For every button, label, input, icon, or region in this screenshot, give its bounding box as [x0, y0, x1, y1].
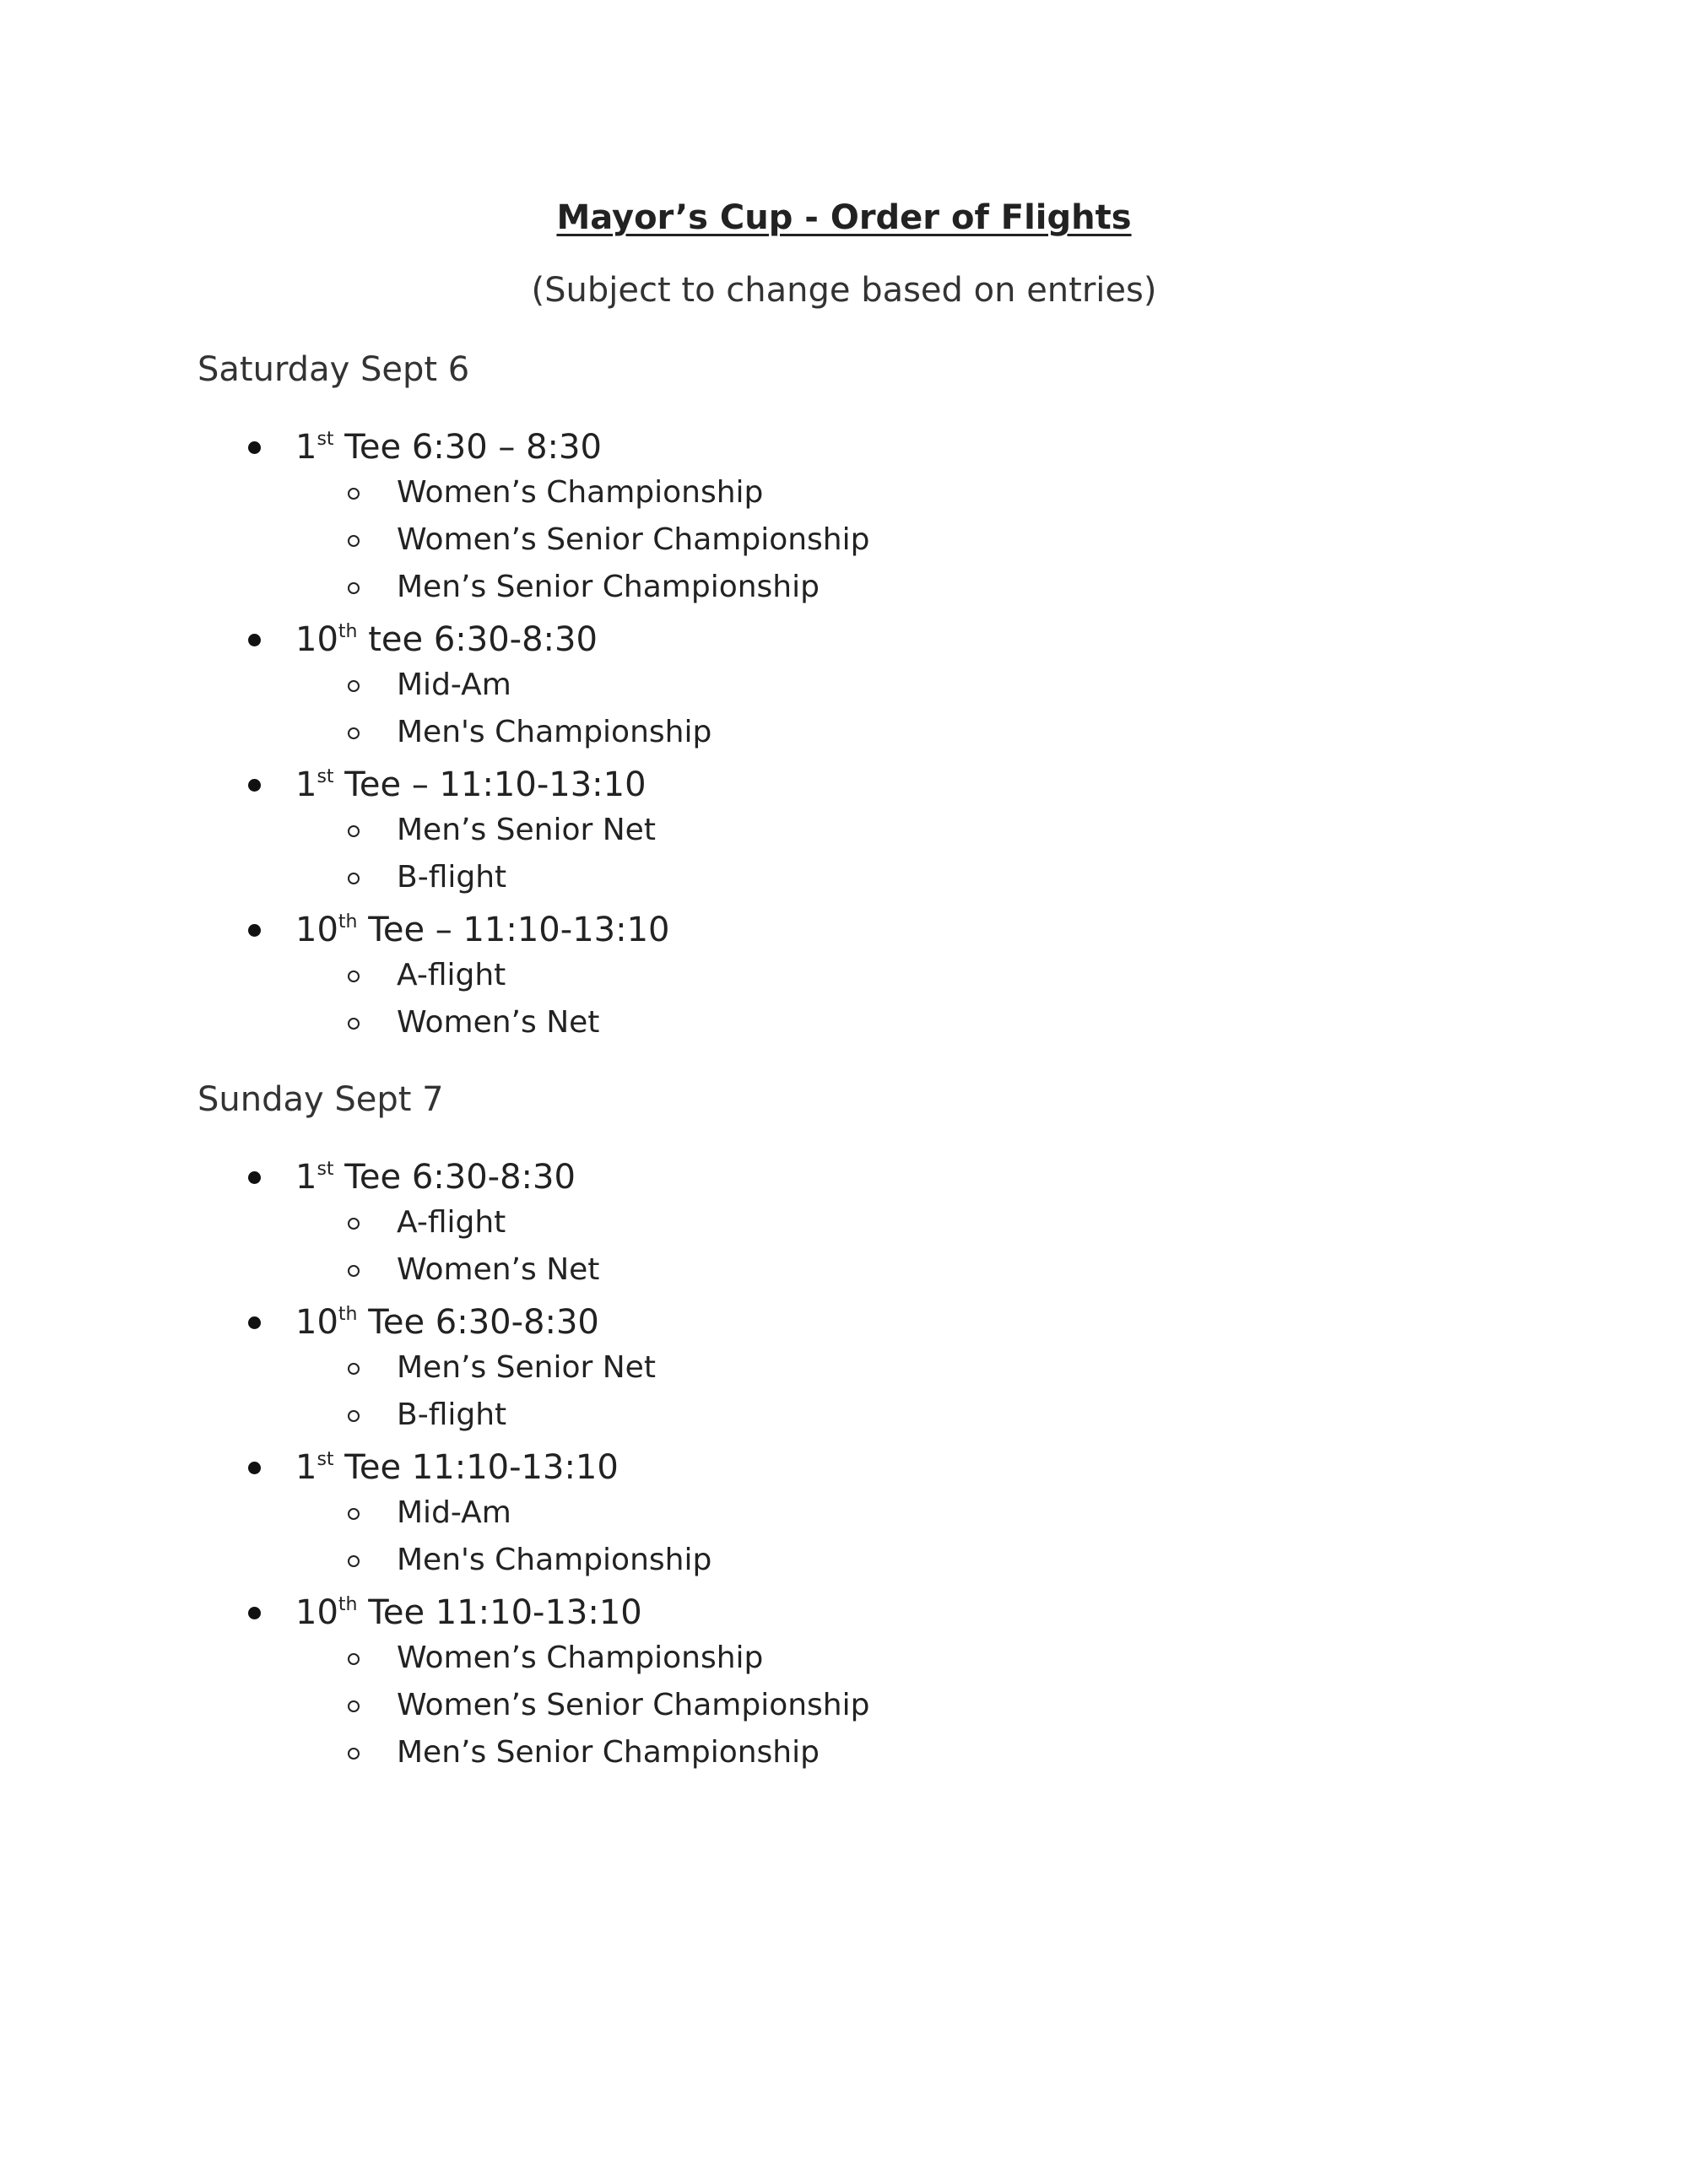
- tee-ordinal: th: [338, 1304, 358, 1325]
- flight-item: Men’s Senior Net: [397, 1350, 656, 1385]
- flight-item: B-flight: [397, 1397, 507, 1432]
- bullet-icon: [248, 441, 261, 454]
- circle-bullet-icon: [348, 1018, 360, 1030]
- flight-item: Women’s Senior Championship: [397, 1688, 870, 1722]
- tee-ordinal: st: [316, 1449, 334, 1470]
- circle-bullet-icon: [348, 1508, 360, 1520]
- bullet-icon: [248, 1462, 261, 1474]
- tee-number: 1: [295, 1158, 317, 1197]
- tee-number: 10: [295, 1303, 338, 1342]
- tee-number: 10: [295, 911, 338, 949]
- circle-bullet-icon: [348, 1700, 360, 1712]
- tee-time-range: Tee 6:30 – 8:30: [333, 428, 602, 467]
- flight-item: Mid-Am: [397, 668, 511, 702]
- tee-ordinal: st: [316, 1159, 334, 1180]
- flight-item: Women’s Net: [397, 1252, 600, 1287]
- flight-item: A-flight: [397, 958, 506, 992]
- circle-bullet-icon: [348, 1363, 360, 1375]
- page-title-text: Mayor’s Cup - Order of Flights: [556, 198, 1132, 237]
- bullet-icon: [248, 924, 261, 937]
- tee-time-range: Tee – 11:10-13:10: [357, 911, 670, 949]
- tee-time-item: [295, 425, 602, 469]
- tee-time-item: [295, 1300, 599, 1344]
- circle-bullet-icon: [348, 535, 360, 547]
- page-subtitle: (Subject to change based on entries): [531, 271, 1157, 310]
- tee-time-item: [295, 618, 598, 662]
- tee-time-item: [295, 1446, 619, 1489]
- tee-ordinal: th: [338, 911, 358, 933]
- flight-item: Women’s Championship: [397, 1641, 764, 1675]
- circle-bullet-icon: [348, 825, 360, 837]
- flight-item: Men’s Senior Championship: [397, 1735, 820, 1770]
- flight-item: B-flight: [397, 860, 507, 895]
- circle-bullet-icon: [348, 727, 360, 739]
- tee-time-item: [295, 763, 647, 807]
- tee-time-range: Tee – 11:10-13:10: [333, 765, 647, 804]
- tee-number: 1: [295, 1448, 317, 1487]
- bullet-icon: [248, 779, 261, 792]
- tee-time-item: [295, 1591, 642, 1635]
- tee-ordinal: th: [338, 1594, 358, 1615]
- circle-bullet-icon: [348, 1653, 360, 1665]
- circle-bullet-icon: [348, 680, 360, 692]
- circle-bullet-icon: [348, 1265, 360, 1277]
- tee-time-item: [295, 1155, 576, 1199]
- bullet-icon: [248, 634, 261, 646]
- tee-number: 10: [295, 1593, 338, 1632]
- bullet-icon: [248, 1316, 261, 1329]
- circle-bullet-icon: [348, 1410, 360, 1422]
- tee-time-range: Tee 11:10-13:10: [357, 1593, 642, 1632]
- bullet-icon: [248, 1171, 261, 1184]
- flight-item: Women’s Championship: [397, 475, 764, 510]
- circle-bullet-icon: [348, 1748, 360, 1760]
- tee-ordinal: st: [316, 429, 334, 450]
- tee-ordinal: th: [338, 621, 358, 642]
- circle-bullet-icon: [348, 582, 360, 594]
- flight-item: Women’s Senior Championship: [397, 522, 870, 557]
- tee-time-range: tee 6:30-8:30: [357, 620, 598, 659]
- tee-number: 1: [295, 428, 317, 467]
- tee-time-range: Tee 6:30-8:30: [333, 1158, 576, 1197]
- tee-ordinal: st: [316, 766, 334, 787]
- tee-number: 1: [295, 765, 317, 804]
- flight-item: Mid-Am: [397, 1495, 511, 1530]
- circle-bullet-icon: [348, 488, 360, 500]
- circle-bullet-icon: [348, 873, 360, 884]
- flight-item: Men’s Senior Net: [397, 813, 656, 847]
- day-heading: Sunday Sept 7: [197, 1080, 444, 1119]
- tee-time-range: Tee 11:10-13:10: [333, 1448, 619, 1487]
- circle-bullet-icon: [348, 1218, 360, 1230]
- flight-item: Men's Championship: [397, 1543, 712, 1577]
- tee-time-range: Tee 6:30-8:30: [357, 1303, 599, 1342]
- flight-item: Men's Championship: [397, 715, 712, 749]
- tee-time-item: [295, 908, 669, 952]
- flight-item: Men’s Senior Championship: [397, 570, 820, 604]
- flight-item: A-flight: [397, 1205, 506, 1240]
- circle-bullet-icon: [348, 1555, 360, 1567]
- circle-bullet-icon: [348, 970, 360, 982]
- page-title: [0, 196, 1688, 240]
- day-heading: Saturday Sept 6: [197, 350, 470, 389]
- tee-number: 10: [295, 620, 338, 659]
- flight-item: Women’s Net: [397, 1005, 600, 1040]
- bullet-icon: [248, 1607, 261, 1619]
